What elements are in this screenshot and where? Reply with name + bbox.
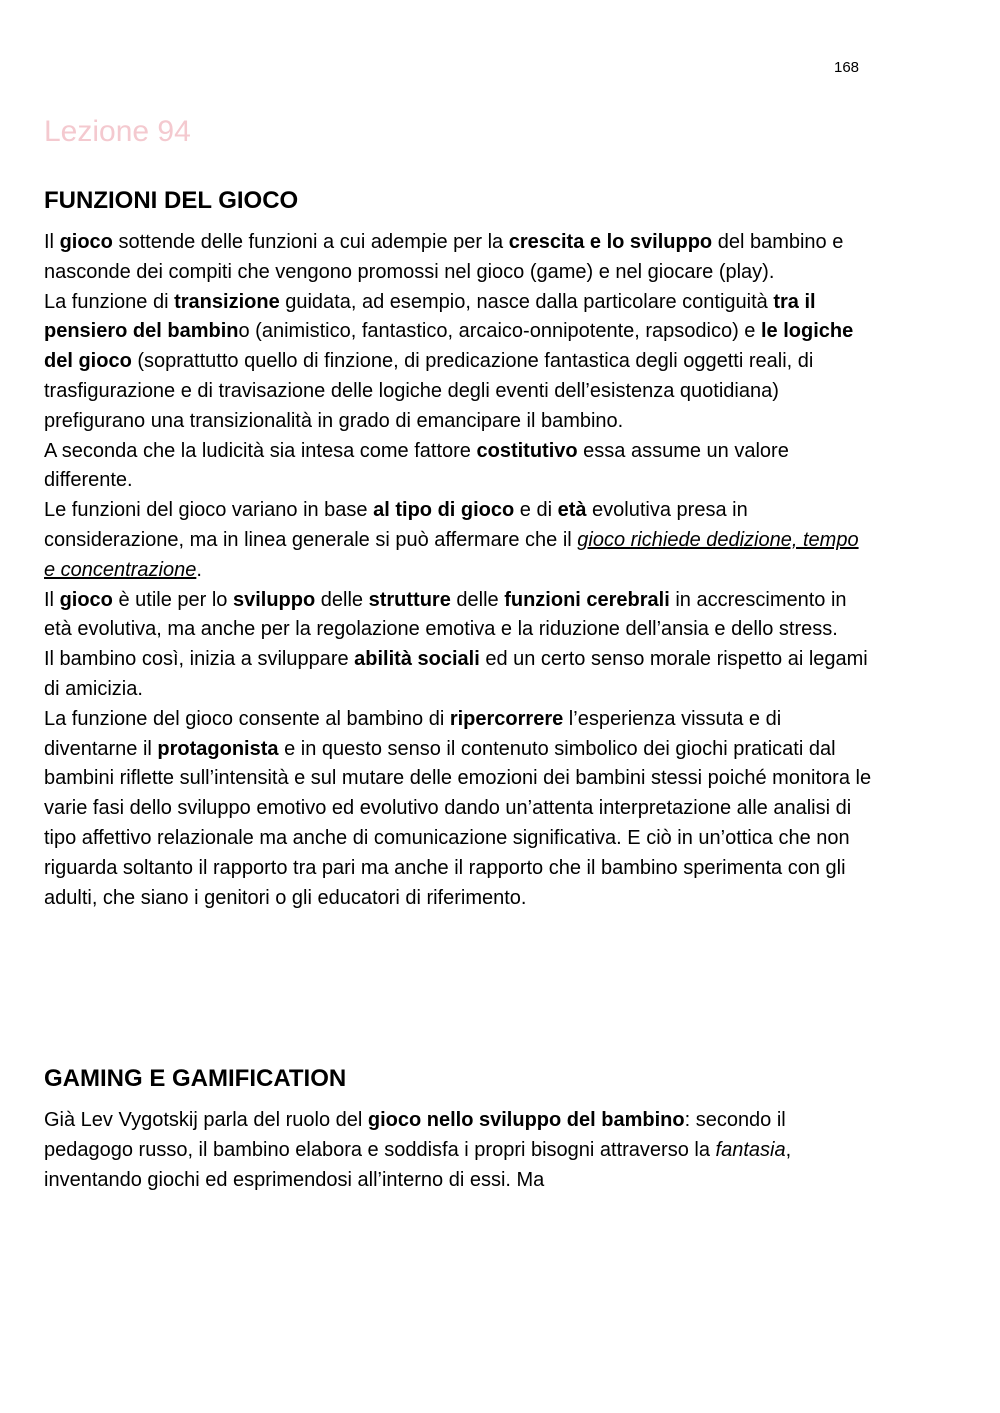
text-run: : secondo il pedagogo russo, il bambino elabora e soddisfa i propri bisogni attraverso la: [44, 1109, 786, 1161]
emphasized-text: ripercorrere: [449, 707, 564, 730]
text-run: , inventando giochi ed esprimendosi all’interno di essi. Ma: [44, 1138, 792, 1191]
text-run: delle: [450, 588, 505, 611]
text-run: Il: [44, 231, 60, 253]
section-heading-gaming: GAMING E GAMIFICATION: [44, 1065, 347, 1092]
paragraph: [44, 496, 874, 585]
emphasized-text: al tipo di gioco: [373, 499, 515, 522]
text-run: e in questo senso il contenuto simbolico dei giochi praticati dal bambini riflette sull’intensità e sul mutare delle emozioni dei bambini stessi poiché monitora le varie fasi dello sviluppo emotivo ed evolutivo dando un’attenta interpretazione alle analisi di tipo affettivo relazionale ma anche di comunicazione significativa. E ciò in un’ottica che non riguarda soltanto il rapporto tra pari ma anche il rapporto che il bambino sperimenta con gli adulti, che siano i genitori o gli educatori di riferimento.: [44, 737, 872, 909]
emphasized-text: gioco: [59, 588, 113, 611]
paragraph: [44, 586, 874, 646]
emphasized-text: fantasia: [715, 1138, 786, 1161]
paragraph: [44, 645, 874, 705]
text-run: essa assume un valore differente.: [44, 439, 789, 492]
text-run: l’esperienza vissuta e di diventarne il: [44, 707, 782, 760]
emphasized-text: crescita e lo sviluppo: [508, 231, 713, 253]
emphasized-text: tra il pensiero del bambin: [44, 290, 816, 343]
emphasized-text: protagonista: [157, 737, 279, 760]
text-run: è utile per lo: [112, 588, 233, 611]
text-run: La funzione di: [44, 290, 175, 313]
paragraph: [44, 705, 874, 914]
text-run: ed un certo senso morale rispetto ai legami di amicizia.: [44, 648, 868, 700]
paragraph: [44, 437, 874, 497]
emphasized-text: abilità sociali: [354, 648, 480, 671]
text-run: del bambino e nasconde dei compiti che vengono promossi nel gioco (game) e nel giocare (play).: [44, 231, 844, 283]
emphasized-text: funzioni cerebrali: [504, 588, 670, 611]
emphasized-text: le logiche del gioco: [44, 320, 854, 373]
section-body-gaming: [44, 1106, 874, 1195]
emphasized-text: gioco richiede dedizione, tempo e concentrazione: [44, 528, 859, 581]
text-run: evolutiva presa in considerazione, ma in linea generale si può affermare che il: [44, 499, 748, 551]
text-run: A seconda che la ludicità sia intesa come fattore: [44, 439, 477, 462]
emphasized-text: età: [557, 499, 587, 522]
text-run: in accrescimento in età evolutiva, ma anche per la regolazione emotiva e la riduzione dell’ansia e dello stress.: [44, 588, 847, 641]
emphasized-text: strutture: [368, 588, 451, 611]
text-run: Già Lev Vygotskij parla del ruolo del: [44, 1109, 368, 1131]
emphasized-text: transizione: [174, 290, 280, 313]
emphasized-text: sviluppo: [232, 588, 316, 611]
text-run: sottende delle funzioni a cui adempie per la: [112, 231, 509, 253]
lesson-title: Lezione 94: [44, 115, 191, 148]
text-run: (soprattutto quello di finzione, di predicazione fantastica degli oggetti reali, di trasfigurazione e di travisazione delle logiche degli eventi dell’esistenza quotidiana) prefigurano una transizionalità in grado di emancipare il bambino.: [44, 350, 814, 432]
text-run: Il bambino così, inizia a sviluppare: [44, 648, 355, 671]
text-run: o (animistico, fantastico, arcaico-onnipotente, rapsodico) e: [238, 320, 761, 343]
emphasized-text: gioco: [59, 231, 113, 253]
text-run: .: [196, 558, 202, 581]
paragraph: [44, 228, 874, 288]
text-run: delle: [315, 588, 369, 611]
emphasized-text: gioco nello sviluppo del bambino: [367, 1109, 685, 1131]
text-run: Il: [44, 588, 60, 611]
section-body-funzioni: [44, 228, 874, 913]
text-run: e di: [514, 499, 558, 522]
text-run: guidata, ad esempio, nasce dalla particolare contiguità: [279, 290, 774, 313]
page-number: 168: [834, 59, 860, 76]
paragraph: [44, 288, 874, 437]
section-heading-funzioni: FUNZIONI DEL GIOCO: [44, 187, 299, 214]
text-run: La funzione del gioco consente al bambino di: [44, 707, 450, 730]
text-run: Le funzioni del gioco variano in base: [44, 499, 374, 522]
paragraph: [44, 1106, 874, 1195]
emphasized-text: costitutivo: [476, 439, 578, 462]
